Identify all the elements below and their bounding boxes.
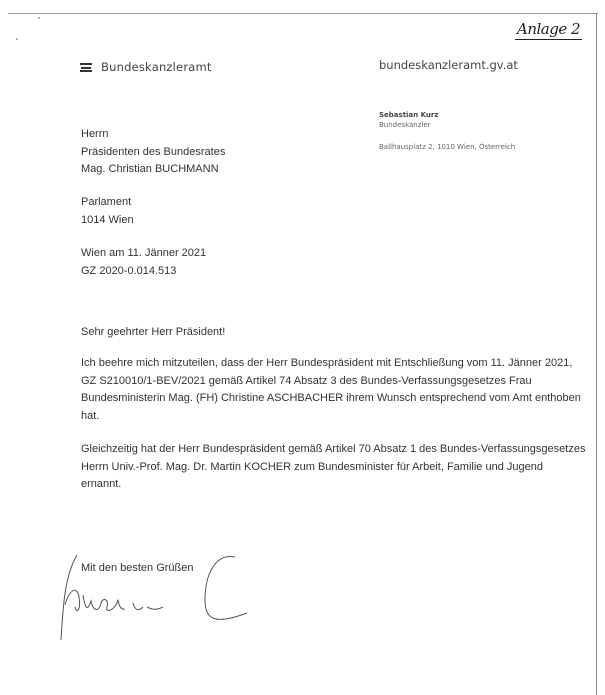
page-edge-top xyxy=(8,13,598,14)
letterhead-logo xyxy=(80,60,212,74)
sender-address: Ballhausplatz 2, 1010 Wien, Österreich xyxy=(379,143,516,151)
scan-speck xyxy=(38,17,40,19)
closing: Mit den besten Grüßen xyxy=(81,562,194,574)
website-url: bundeskanzleramt.gv.at xyxy=(379,58,518,72)
recipient-place xyxy=(81,194,134,229)
annex-stamp: Anlage 2 xyxy=(517,20,581,38)
scan-speck xyxy=(16,38,18,40)
logo-text: Bundeskanzleramt xyxy=(101,60,212,74)
place-line: Parlament xyxy=(81,196,132,208)
recipient-line: Herrn xyxy=(81,128,109,140)
recipient-address xyxy=(81,126,225,179)
recipient-line: Mag. Christian BUCHMANN xyxy=(81,163,219,175)
austrian-flag-bars-icon xyxy=(80,63,92,72)
sender-title: Bundeskanzler xyxy=(379,121,431,129)
handwritten-signature xyxy=(55,545,255,645)
salutation: Sehr geehrter Herr Präsident! xyxy=(81,326,226,338)
recipient-line: Präsidenten des Bundesrates xyxy=(81,145,226,158)
body-paragraph-2: Gleichzeitig hat der Herr Bundespräsident gemäß Artikel 70 Absatz 1 des Bundes-Verfassungsgesetzes Herrn Univ.-Prof. Mag. Dr. Martin KOCHER zum Bundesminister für Arbeit, Familie und Jugend ernannt. xyxy=(81,443,586,490)
letter-date: Wien am 11. Jänner 2021 xyxy=(81,247,207,259)
sender-block xyxy=(379,110,515,152)
page-edge-right xyxy=(596,13,597,695)
reference-number: GZ 2020-0.014.513 xyxy=(81,264,177,277)
sender-name: Sebastian Kurz xyxy=(379,111,439,119)
date-block xyxy=(81,245,206,280)
body-paragraph-1: Ich beehre mich mitzuteilen, dass der Herr Bundespräsident mit Entschließung vom 11. Jänner 2021, GZ S210010/1-BEV/2021 gemäß Artikel 74 Absatz 3 des Bundes-Verfassungsgesetzes Frau Bundesministerin Mag. (FH) Christine ASCHBACHER ihrem Wunsch entsprechend vom Amt enthoben hat. xyxy=(81,357,581,422)
place-line: 1014 Wien xyxy=(81,213,134,226)
